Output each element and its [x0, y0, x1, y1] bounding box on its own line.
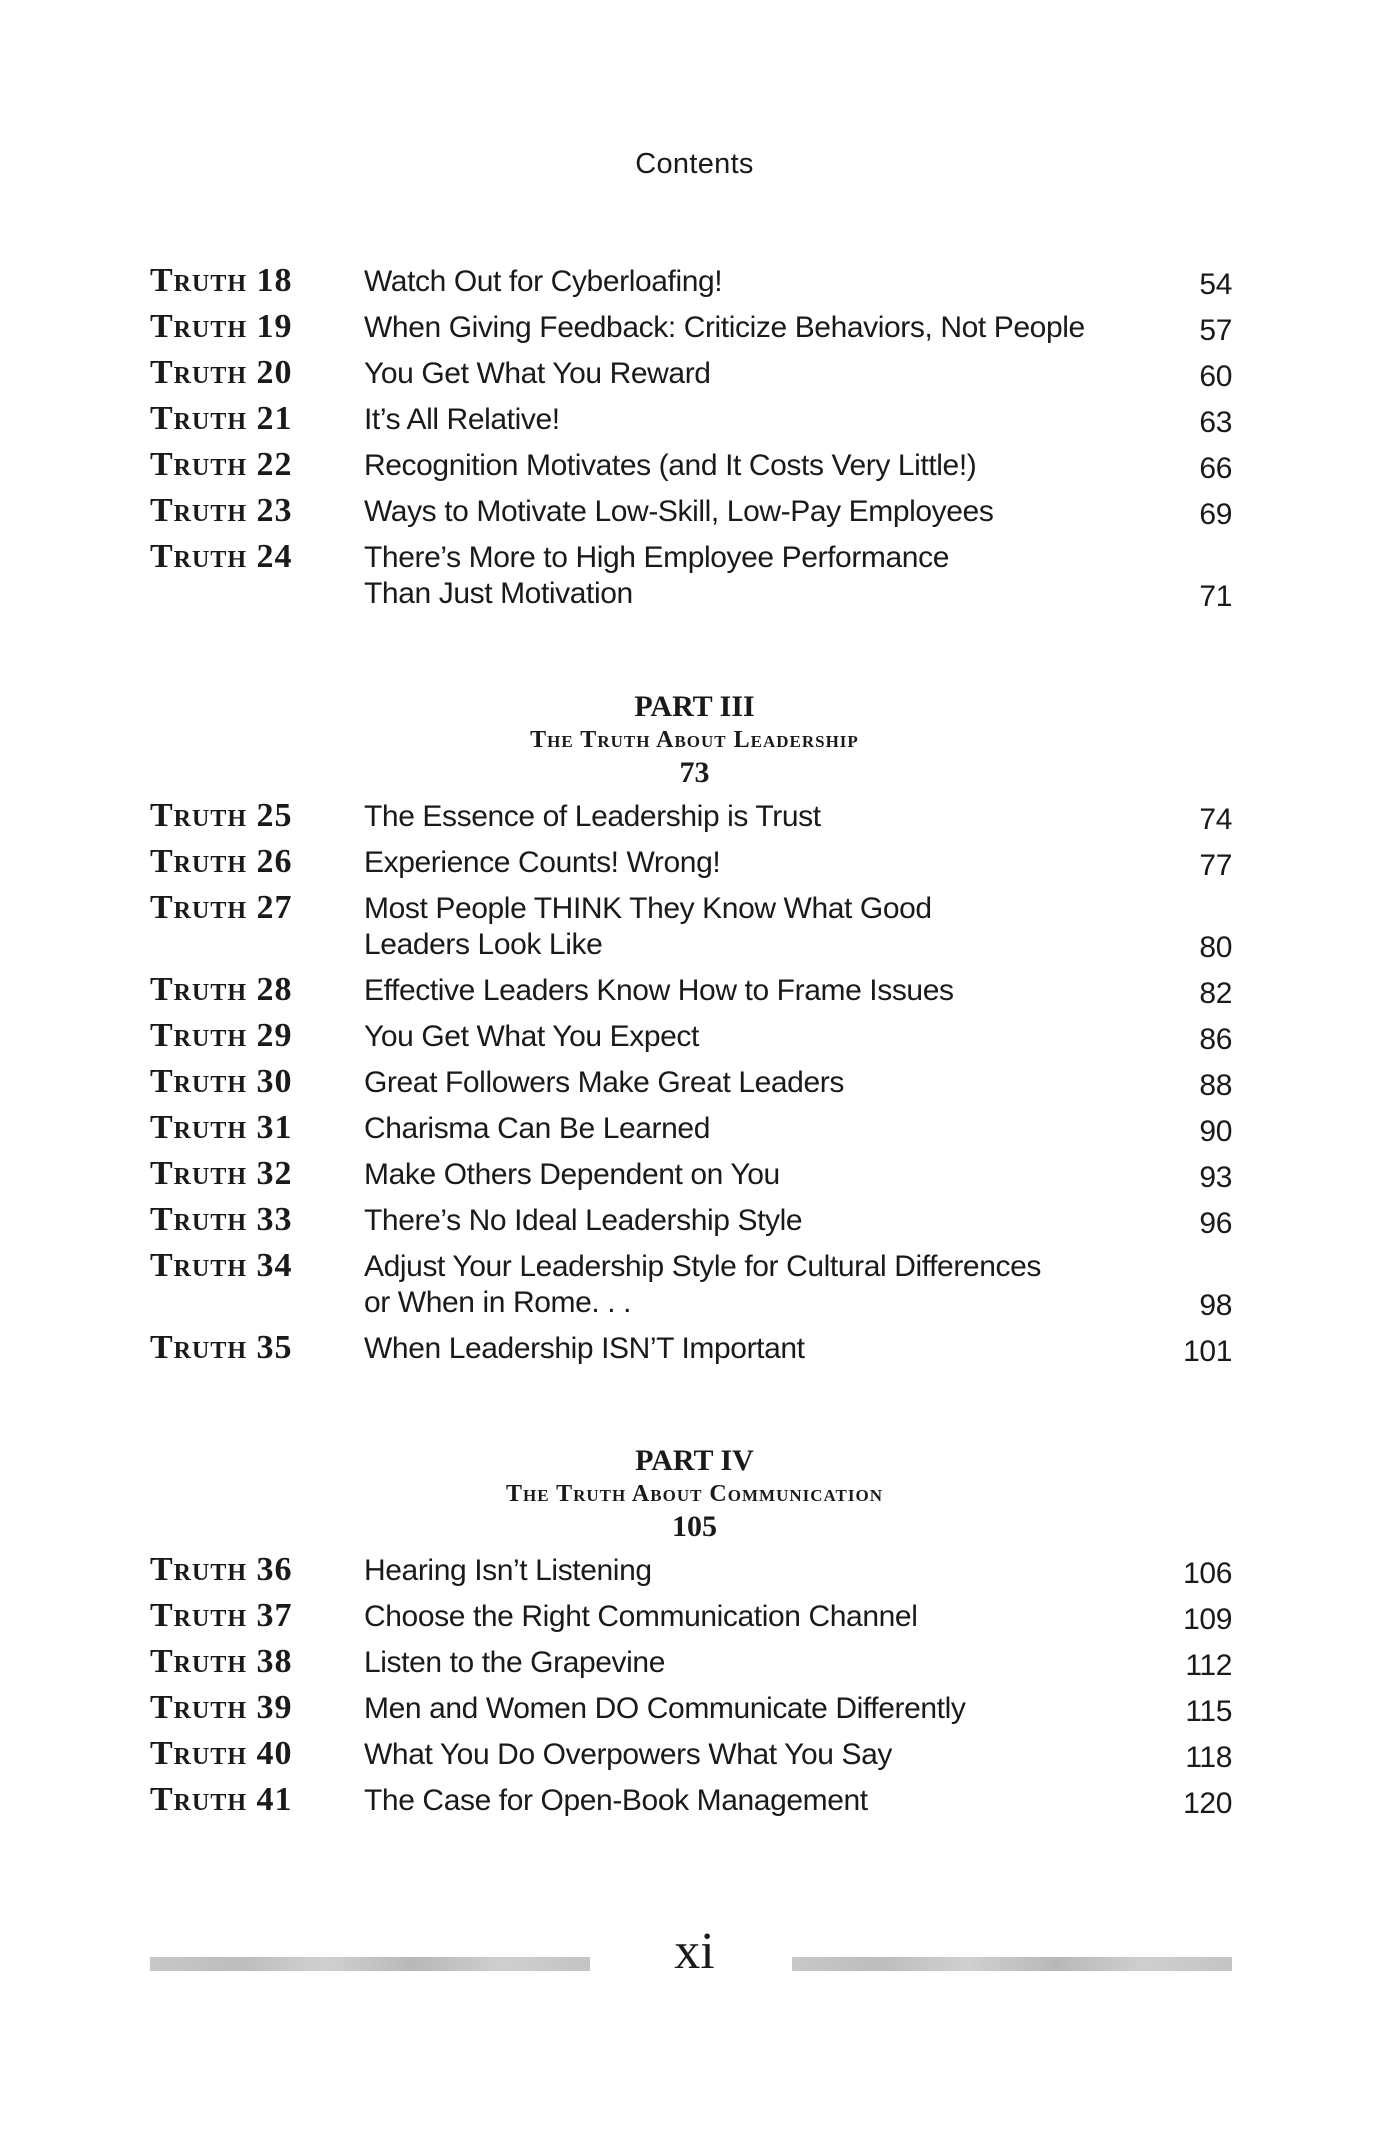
entry-page-number: 66 — [1199, 452, 1232, 485]
entry-page-number: 80 — [1199, 931, 1232, 964]
entry-page-number: 112 — [1185, 1649, 1232, 1682]
toc-group-part-ii-continued — [150, 262, 1232, 620]
entry-label: Truth 18 — [150, 262, 293, 299]
entry-title-line: It’s All Relative! — [364, 403, 560, 436]
entry-title — [364, 310, 1154, 346]
toc-entry — [150, 446, 1232, 492]
toc-entry — [150, 262, 1232, 308]
entry-title — [364, 1645, 1154, 1681]
entry-page-number: 57 — [1199, 314, 1232, 347]
part-title: PART III — [634, 690, 755, 723]
entry-title-line: Charisma Can Be Learned — [364, 1112, 710, 1145]
entry-label: Truth 24 — [150, 538, 293, 575]
entry-title — [364, 1691, 1154, 1727]
part-iii-heading — [0, 690, 1389, 790]
entry-title — [364, 448, 1154, 484]
entry-label: Truth 32 — [150, 1155, 293, 1192]
entry-label: Truth 33 — [150, 1201, 293, 1238]
toc-entry — [150, 1017, 1232, 1063]
entry-title — [364, 1599, 1154, 1635]
entry-page-number: 118 — [1185, 1741, 1232, 1774]
entry-title — [364, 891, 1154, 963]
entry-title-line: What You Do Overpowers What You Say — [364, 1738, 892, 1771]
entry-title-line: Great Followers Make Great Leaders — [364, 1066, 844, 1099]
entry-label: Truth 21 — [150, 400, 293, 437]
entry-page-number: 106 — [1183, 1557, 1232, 1590]
entry-title-line: Watch Out for Cyberloafing! — [364, 265, 723, 298]
toc-entry — [150, 1551, 1232, 1597]
toc-entry — [150, 1063, 1232, 1109]
entry-title — [364, 1331, 1154, 1367]
entry-label: Truth 41 — [150, 1781, 293, 1818]
entry-label: Truth 35 — [150, 1329, 293, 1366]
footer-rule-right — [792, 1957, 1232, 1971]
entry-title-line: Leaders Look Like — [364, 928, 603, 961]
part-title: PART IV — [635, 1444, 754, 1477]
entry-label: Truth 29 — [150, 1017, 293, 1054]
entry-title-line: There’s More to High Employee Performance — [364, 541, 949, 574]
entry-page-number: 60 — [1199, 360, 1232, 393]
toc-group-part-iii — [150, 797, 1232, 1375]
toc-entry — [150, 889, 1232, 971]
entry-title-line: You Get What You Expect — [364, 1020, 699, 1053]
entry-title-line: When Giving Feedback: Criticize Behaviors, Not People — [364, 311, 1085, 344]
toc-entry — [150, 1329, 1232, 1375]
entry-title-line: Choose the Right Communication Channel — [364, 1600, 918, 1633]
entry-title-line: The Case for Open-Book Management — [364, 1784, 868, 1817]
entry-title — [364, 540, 1154, 612]
toc-entry — [150, 538, 1232, 620]
entry-title — [364, 1783, 1154, 1819]
toc-entry — [150, 1247, 1232, 1329]
part-subtitle: The Truth About Leadership — [530, 727, 859, 753]
entry-title-line: When Leadership ISN’T Important — [364, 1332, 805, 1365]
entry-label: Truth 28 — [150, 971, 293, 1008]
entry-page-number: 82 — [1199, 977, 1232, 1010]
entry-title-line: The Essence of Leadership is Trust — [364, 800, 821, 833]
entry-title-line: You Get What You Reward — [364, 357, 711, 390]
toc-entry — [150, 1689, 1232, 1735]
entry-page-number: 63 — [1199, 406, 1232, 439]
toc-entry — [150, 400, 1232, 446]
entry-title — [364, 1203, 1154, 1239]
toc-entry — [150, 354, 1232, 400]
entry-page-number: 115 — [1185, 1695, 1232, 1728]
entry-page-number: 96 — [1199, 1207, 1232, 1240]
entry-title-line: Experience Counts! Wrong! — [364, 846, 721, 879]
part-page-number: 105 — [672, 1510, 717, 1543]
entry-title — [364, 1157, 1154, 1193]
entry-page-number: 77 — [1199, 849, 1232, 882]
entry-title-line: Listen to the Grapevine — [364, 1646, 665, 1679]
entry-page-number: 86 — [1199, 1023, 1232, 1056]
entry-label: Truth 36 — [150, 1551, 293, 1588]
entry-title — [364, 845, 1154, 881]
entry-title — [364, 1249, 1154, 1321]
entry-title — [364, 973, 1154, 1009]
toc-entry — [150, 971, 1232, 1017]
entry-page-number: 98 — [1199, 1289, 1232, 1322]
entry-page-number: 88 — [1199, 1069, 1232, 1102]
entry-page-number: 69 — [1199, 498, 1232, 531]
entry-label: Truth 37 — [150, 1597, 293, 1634]
toc-entry — [150, 492, 1232, 538]
entry-page-number: 71 — [1199, 580, 1232, 613]
entry-title-line: Ways to Motivate Low-Skill, Low-Pay Employees — [364, 495, 994, 528]
toc-entry — [150, 1201, 1232, 1247]
toc-entry — [150, 1155, 1232, 1201]
running-header: Contents — [635, 148, 754, 180]
entry-label: Truth 34 — [150, 1247, 293, 1284]
toc-entry — [150, 1735, 1232, 1781]
entry-label: Truth 39 — [150, 1689, 293, 1726]
entry-label: Truth 38 — [150, 1643, 293, 1680]
entry-title — [364, 1019, 1154, 1055]
entry-label: Truth 27 — [150, 889, 293, 926]
entry-page-number: 54 — [1199, 268, 1232, 301]
entry-title-line: Men and Women DO Communicate Differently — [364, 1692, 966, 1725]
toc-group-part-iv — [150, 1551, 1232, 1827]
entry-page-number: 101 — [1183, 1335, 1232, 1368]
page-number: xi — [674, 1923, 715, 1980]
entry-page-number: 90 — [1199, 1115, 1232, 1148]
entry-title — [364, 494, 1154, 530]
entry-title-line: or When in Rome. . . — [364, 1286, 632, 1319]
entry-title-line: Recognition Motivates (and It Costs Very Little!) — [364, 449, 977, 482]
entry-page-number: 120 — [1183, 1787, 1232, 1820]
entry-title — [364, 1065, 1154, 1101]
part-page-number: 73 — [679, 756, 710, 789]
entry-page-number: 74 — [1199, 803, 1232, 836]
entry-title — [364, 356, 1154, 392]
toc-entry — [150, 1643, 1232, 1689]
entry-label: Truth 23 — [150, 492, 293, 529]
toc-entry — [150, 1781, 1232, 1827]
toc-entry — [150, 1597, 1232, 1643]
entry-page-number: 109 — [1183, 1603, 1232, 1636]
entry-title — [364, 799, 1154, 835]
part-iv-heading — [0, 1444, 1389, 1544]
entry-title-line: Most People THINK They Know What Good — [364, 892, 932, 925]
entry-title — [364, 264, 1154, 300]
toc-entry — [150, 1109, 1232, 1155]
entry-title — [364, 1111, 1154, 1147]
entry-title-line: There’s No Ideal Leadership Style — [364, 1204, 803, 1237]
entry-label: Truth 25 — [150, 797, 293, 834]
entry-title-line: Adjust Your Leadership Style for Cultural Differences — [364, 1250, 1041, 1283]
entry-label: Truth 20 — [150, 354, 293, 391]
toc-entry — [150, 843, 1232, 889]
entry-title — [364, 1553, 1154, 1589]
entry-label: Truth 22 — [150, 446, 293, 483]
part-subtitle: The Truth About Communication — [505, 1481, 883, 1507]
entry-label: Truth 30 — [150, 1063, 293, 1100]
entry-title — [364, 1737, 1154, 1773]
entry-label: Truth 26 — [150, 843, 293, 880]
toc-entry — [150, 308, 1232, 354]
entry-title-line: Hearing Isn’t Listening — [364, 1554, 652, 1587]
entry-title-line: Make Others Dependent on You — [364, 1158, 780, 1191]
entry-label: Truth 19 — [150, 308, 293, 345]
toc-entry — [150, 797, 1232, 843]
entry-title-line: Than Just Motivation — [364, 577, 633, 610]
entry-label: Truth 31 — [150, 1109, 293, 1146]
entry-title — [364, 402, 1154, 438]
entry-title-line: Effective Leaders Know How to Frame Issues — [364, 974, 954, 1007]
entry-page-number: 93 — [1199, 1161, 1232, 1194]
entry-label: Truth 40 — [150, 1735, 293, 1772]
